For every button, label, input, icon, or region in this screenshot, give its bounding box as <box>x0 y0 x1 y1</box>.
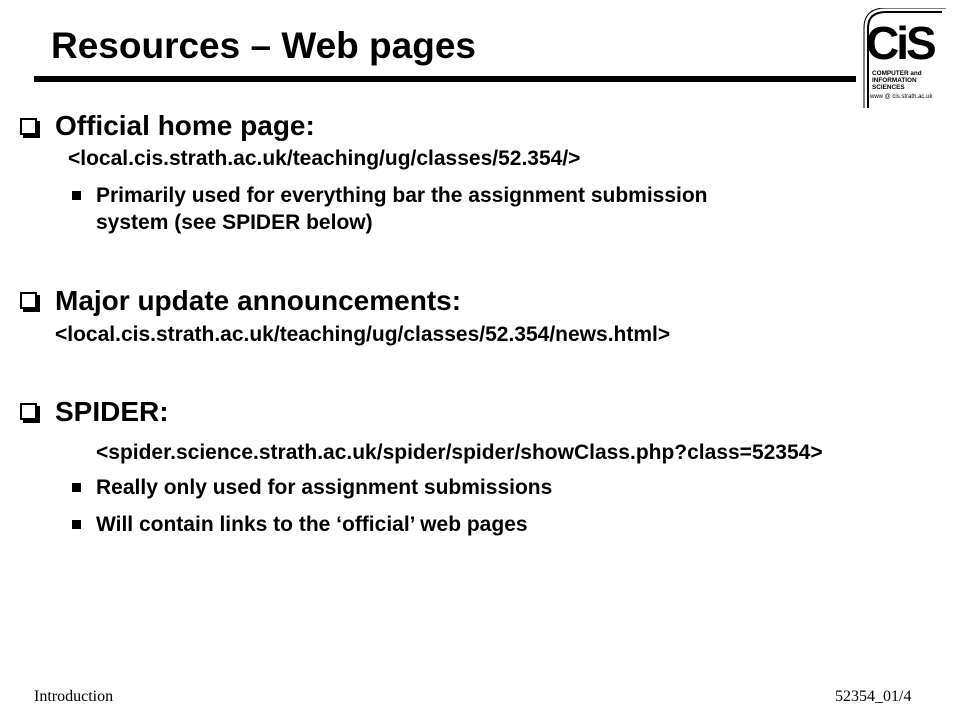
section-heading: Official home page: <box>55 110 315 141</box>
slide-title: Resources – Web pages <box>51 25 476 66</box>
logo-tagline-line: SCIENCES <box>872 84 905 91</box>
section-heading: Major update announcements: <box>55 285 462 316</box>
hollow-square-bullet-icon <box>20 403 37 420</box>
square-bullet-icon <box>72 191 81 200</box>
sub-bullet-text: Will contain links to the ‘official’ web pages <box>96 513 528 536</box>
footer-right: 52354_01/4 <box>835 688 912 705</box>
square-bullet-icon <box>72 483 81 492</box>
square-bullet-icon <box>72 520 81 529</box>
section-heading: SPIDER: <box>55 396 169 427</box>
sub-bullet-text-continued: system (see SPIDER below) <box>96 211 373 234</box>
section-link: <local.cis.strath.ac.uk/teaching/ug/classes/52.354/news.html> <box>55 323 671 346</box>
logo-url: www @ cis.strath.ac.uk <box>870 94 933 100</box>
section-link: <local.cis.strath.ac.uk/teaching/ug/classes/52.354/> <box>68 147 581 170</box>
logo-tagline-line: INFORMATION <box>872 77 917 84</box>
sub-bullet-text: Primarily used for everything bar the assignment submission <box>96 184 708 207</box>
footer-left: Introduction <box>34 688 114 705</box>
logo-tagline <box>872 70 942 91</box>
sub-bullet-text: Really only used for assignment submissions <box>96 476 553 499</box>
hollow-square-bullet-icon <box>20 292 37 309</box>
logo-mark: CiS <box>866 17 934 69</box>
section-link: <spider.science.strath.ac.uk/spider/spider/showClass.php?class=52354> <box>96 441 823 464</box>
title-underline <box>34 76 856 82</box>
logo-tagline-line: COMPUTER and <box>872 70 922 77</box>
hollow-square-bullet-icon <box>20 118 37 135</box>
cis-logo <box>862 8 946 112</box>
